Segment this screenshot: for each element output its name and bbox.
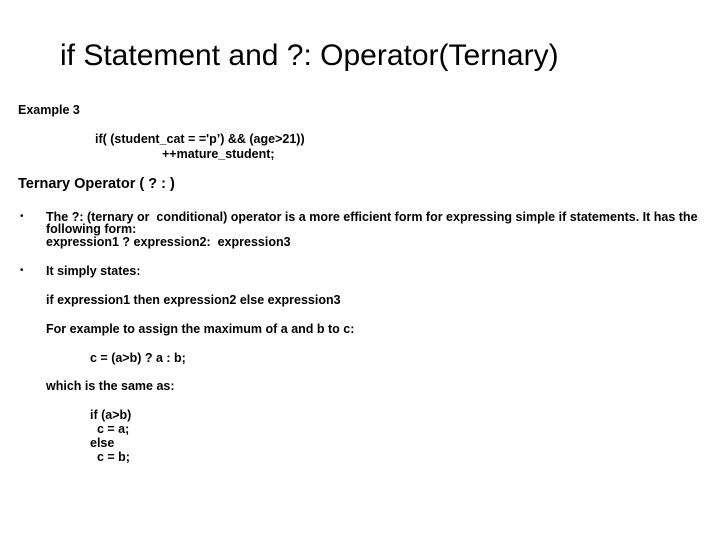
ternary-heading: Ternary Operator ( ? : ) bbox=[18, 176, 175, 192]
bullet-marker: • bbox=[20, 211, 24, 222]
if-else-code-line-1: if (a>b) bbox=[90, 408, 132, 422]
example-label: Example 3 bbox=[18, 103, 80, 117]
if-else-code-line-2: c = a; bbox=[90, 422, 130, 436]
example-code-line-1: if( (student_cat = ='p’) && (age>21)) bbox=[95, 132, 305, 146]
for-example-text: For example to assign the maximum of a and b to c: bbox=[46, 322, 355, 336]
slide-title: if Statement and ?: Operator(Ternary) bbox=[60, 39, 559, 72]
bullet-1-line-1: The ?: (ternary or conditional) operator is a more efficient form for expressing simple if statements. It has the bbox=[46, 210, 698, 224]
if-else-code-line-3: else bbox=[90, 436, 115, 450]
if-then-else-text: if expression1 then expression2 else expression3 bbox=[46, 293, 341, 307]
ternary-code: c = (a>b) ? a : b; bbox=[90, 351, 186, 365]
if-else-code-line-4: c = b; bbox=[90, 450, 130, 464]
bullet-1-line-2: following form: bbox=[46, 222, 137, 236]
bullet-2-line-1: It simply states: bbox=[46, 264, 141, 278]
bullet-marker: • bbox=[20, 265, 24, 276]
same-as-text: which is the same as: bbox=[46, 379, 175, 393]
bullet-1-line-3: expression1 ? expression2: expression3 bbox=[46, 235, 291, 249]
example-code-line-2: ++mature_student; bbox=[162, 147, 275, 161]
